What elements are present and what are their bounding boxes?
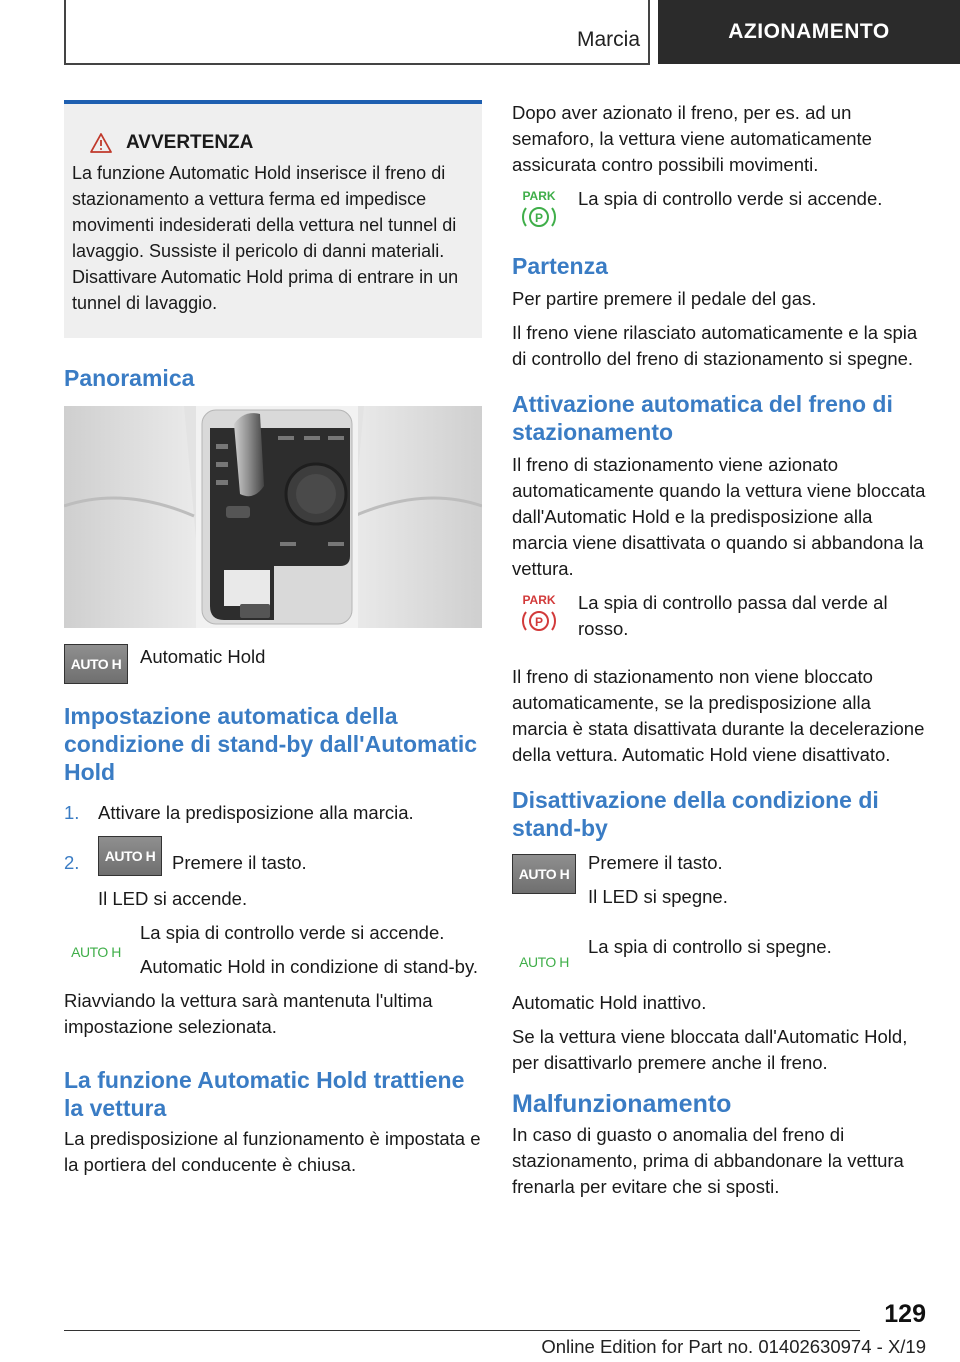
svg-text:P: P [534,211,544,225]
heading-trattiene: La funzione Automatic Hold trattiene la vettura [64,1067,465,1121]
step-item: 2. AUTO H Premere il tasto. [64,836,482,876]
led-on-text: Il LED si accende. [98,888,248,909]
heading-panoramica: Panoramica [64,365,195,391]
trattiene-text: La predisposizione al funzionamento è impostata e la portiera del conducente è chiusa. [64,1128,481,1175]
step-item: 1. Attivare la predisposizione alla marcia. [64,802,414,823]
warning-box [64,100,482,338]
left-column: AVVERTENZA La funzione Automatic Hold inserisce il freno di stazionamento a vettura ferma ed impedisce movimenti indesiderati della vettura nel tunnel di lavaggio. Sussiste il pericolo di danni materiali. Disattivare Automatic Hold prima di entrare in un tunnel di lavaggio. Panoramica AUTO H Automatic Hold Impostazione automatica della condizione di stand-by dall'Automatic Hold 1. Attivare la predisposizione alla marcia. 2. AUTO H Premere il tasto. Il LED si accende. AUTO H La spia di controllo verde si accende. Automatic Hold in condizione di stand-by. Riavviando la vettura sarà mantenuta l'ultima impostazione selezionata. La funzione Automatic Hold trattiene la vettura La predisposizione al funzionamento è impostata e la portiera del conducente è chiusa. [64,100,482,1186]
heading-disattivazione: Disattivazione della condizione di stand-by [512,787,879,841]
heading-impostazione: Impostazione automatica della condizione di stand-by dall'Automatic Hold [64,703,478,785]
svg-text:PARK: PARK [522,189,556,203]
footer-edition: Online Edition for Part no. 01402630974 - X/19 [541,1336,926,1357]
heading-malfunzionamento: Malfunzionamento [512,1090,732,1118]
heading-partenza: Partenza [512,253,608,279]
auto-hold-lamp-icon: AUTO H [71,944,121,960]
svg-text:P: P [534,615,544,629]
page-number: 129 [884,1300,926,1328]
park-lamp-red-icon [519,590,559,634]
restart-text: Riavviando la vettura sarà mantenuta l'ultima impostazione selezionata. [64,990,433,1037]
warning-text: La funzione Automatic Hold inserisce il freno di stazionamento a vettura ferma ed impedisce movimenti indesiderati della vettura nel tunnel di lavaggio. Sussiste il pericolo di danni materiali. Disattivare Automatic Hold prima di entrare in un tunnel di lavaggio. [72,163,459,313]
header-rule-divider [648,0,650,64]
warning-title: AVVERTENZA [126,132,254,153]
park-lamp-icon [519,186,559,230]
header-chapter: AZIONAMENTO [658,0,960,64]
auto-hold-button-icon: AUTO H [64,644,128,684]
warning-triangle-icon [90,133,112,153]
right-column: Dopo aver azionato il freno, per es. ad un semaforo, la vettura viene automaticamente assicurata contro possibili movimenti. PARK P La spia di controllo verde si accende. Partenza Per partire premere il pedale del gas. Il freno viene rilasciato automaticamente e la spia di controllo del freno di stazionamento si spegne. Attivazione automatica del freno di stazionamento Il freno di stazionamento viene azionato automaticamente quando la vettura viene bloccata dall'Automatic Hold e la predisposizione alla marcia viene disattivata o quando si abbandona la vettura. PARK P La spia di controllo passa dal verde al rosso. Il freno di stazionamento non viene bloccato automaticamente, se la predisposizione alla marcia è stata disattivata durante la decelerazione della vettura. Automatic Hold viene disattivato. Disattivazione della condizione di stand-by AUTO H Premere il tasto. Il LED si spegne. AUTO H La spia di controllo si spegne. Automatic Hold inattivo. Se la vettura viene bloccata dall'Automatic Hold, per disattivarlo premere anche il freno. Malfunzionamento In caso di guasto o anomalia del freno di stazionamento, prima di abbandonare la vettura frenarla per evitare che si sposti. [512,100,928,1208]
footer-rule [64,1330,860,1331]
auto-hold-lamp-icon: AUTO H [519,954,569,970]
steps-list [64,800,482,876]
auto-hold-button-icon: AUTO H [98,836,162,876]
heading-attivazione: Attivazione automatica del freno di stazionamento [512,391,893,445]
svg-text:PARK: PARK [522,593,556,607]
header-section: Marcia [576,28,640,51]
auto-hold-caption: Automatic Hold [140,646,266,667]
header-rule-bottom [64,63,650,65]
center-console-photo [64,406,482,628]
auto-hold-button-icon: AUTO H [512,854,576,894]
header-rule-left [64,0,66,64]
